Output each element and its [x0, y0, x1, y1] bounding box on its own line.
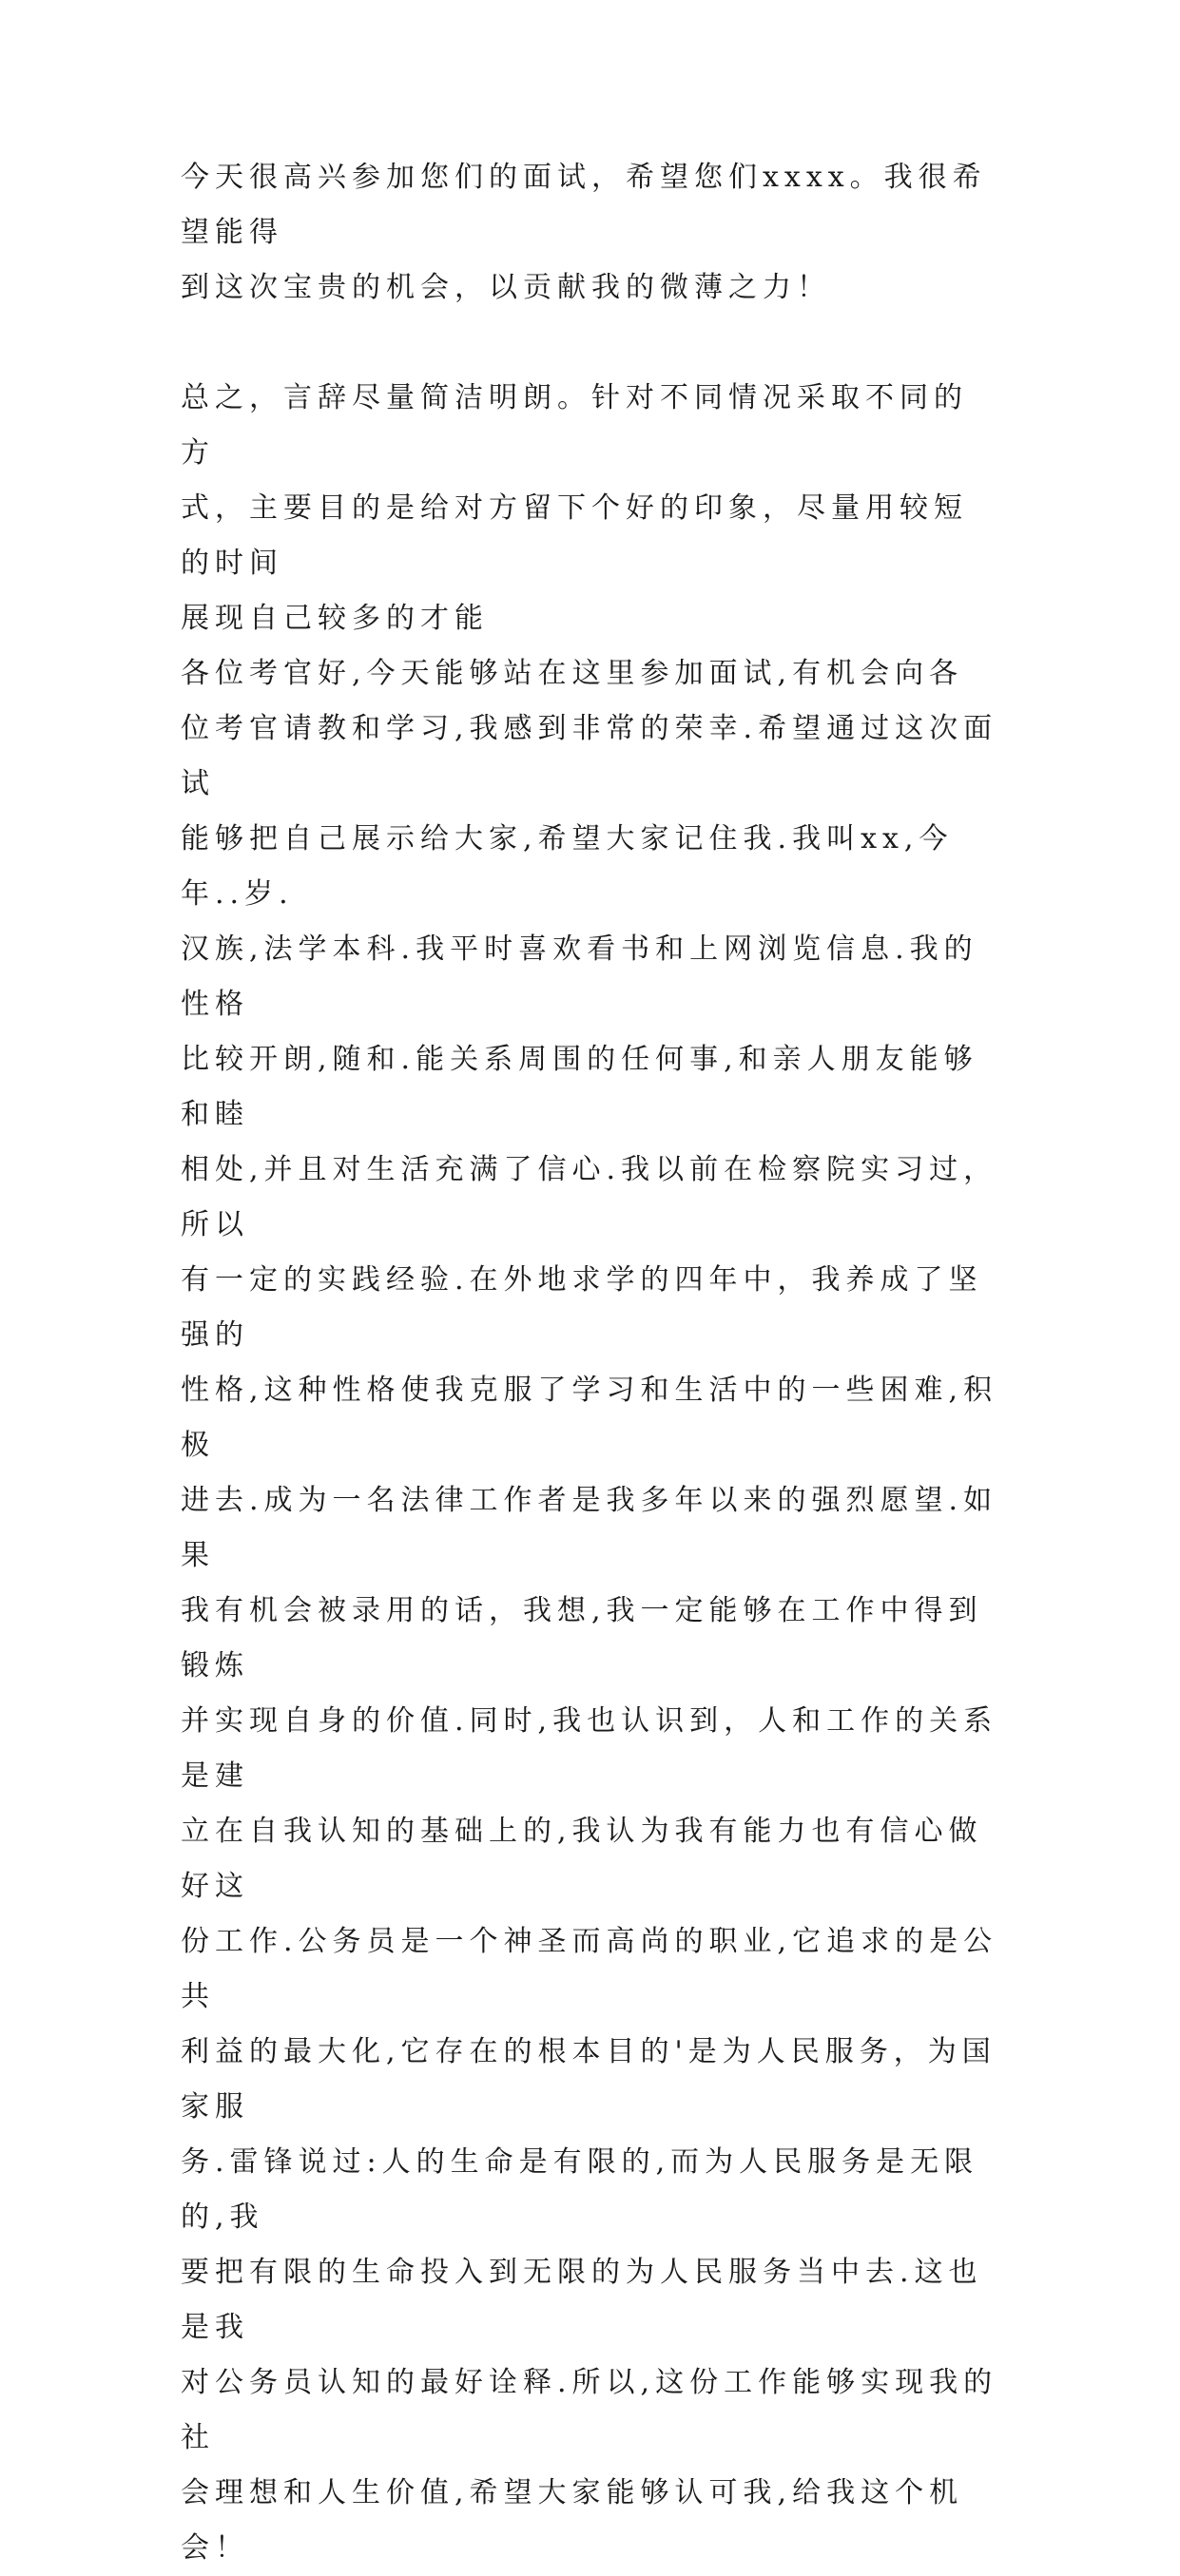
paragraph-self-introduction: 各位考官好,今天能够站在这里参加面试,有机会向各 位考官请教和学习,我感到非常的荣幸.希望通过这次面试 能够把自己展示给大家,希望大家记住我.我叫xx,今年..岁. 汉族,法学本科.我平时喜欢看书和上网浏览信息.我的性格 比较开朗,随和.能关系周围的任何事,和亲人朋友能够和睦 相处,并且对生活充满了信心.我以前在检察院实习过，所以 有一定的实践经验.在外地求学的四年中，我养成了坚强的 性格,这种性格使我克服了学习和生活中的一些困难,积极 进去.成为一名法律工作者是我多年以来的强烈愿望.如果 我有机会被录用的话，我想,我一定能够在工作中得到锻炼 并实现自身的价值.同时,我也认识到，人和工作的关系是建 立在自我认知的基础上的,我认为我有能力也有信心做好这 份工作.公务员是一个神圣而高尚的职业,它追求的是公共 利益的最大化,它存在的根本目的'是为人民服务，为国家服 务.雷锋说过:人的生命是有限的,而为人民服务是无限的,我 要把有限的生命投入到无限的为人民服务当中去.这也是我 对公务员认知的最好诠释.所以,这份工作能够实现我的社 会理想和人生价值,希望大家能够认可我,给我这个机会！ [181, 657, 998, 2565]
paragraph-opening: 今天很高兴参加您们的面试，希望您们xxxx。我很希望能得 到这次宝贵的机会，以贡献我的微薄之力！ [181, 161, 987, 304]
paragraph-summary: 总之，言辞尽量简洁明朗。针对不同情况采取不同的方 式，主要目的是给对方留下个好的印象，尽量用较短的时间 展现自己较多的才能 [181, 381, 968, 635]
document-body [181, 150, 998, 2576]
